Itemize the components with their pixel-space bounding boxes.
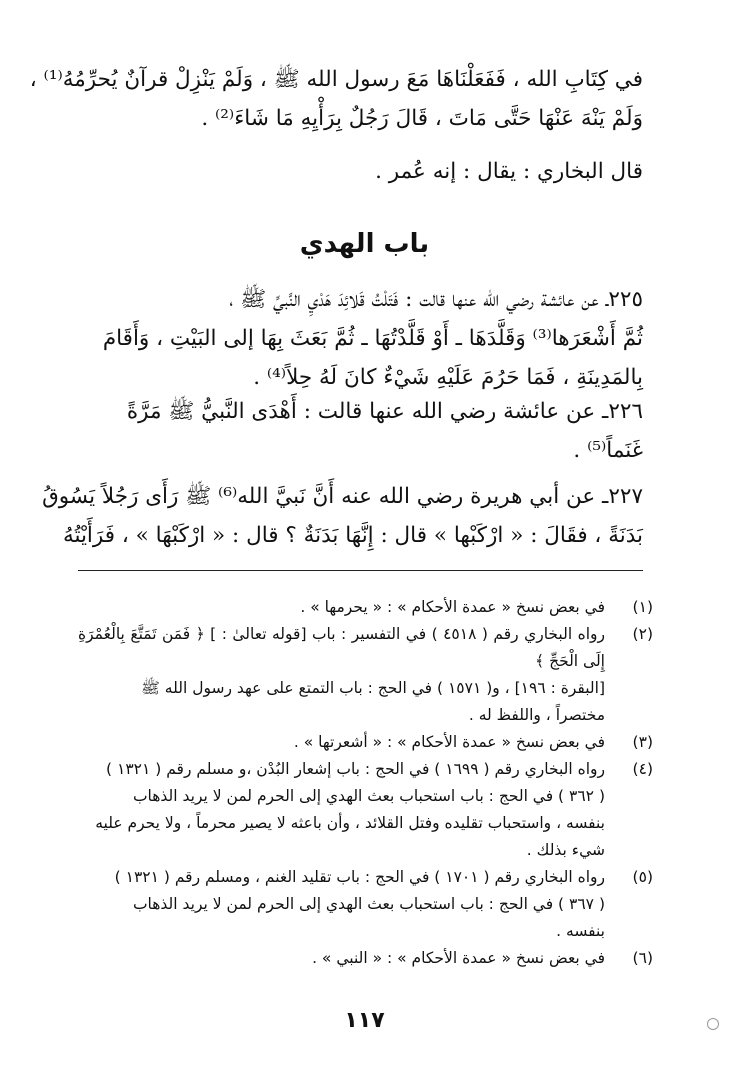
footnote-2 <box>78 621 653 729</box>
text-line: بِالمَدِينَةِ ، فَمَا حَرُمَ عَلَيْهِ شَيْءٌ كانَ لَهُ حِلاً⁽⁴⁾ . <box>253 365 643 390</box>
hadith-225 <box>83 280 643 397</box>
text-line: ثُمَّ أَشْعَرَها⁽³⁾ وَقَلَّدَهَا ـ أَوْ قَلَّدْتُهَا ـ ثُمَّ بَعَثَ بِهَا إلى البَيْتِ ، وَأَقَامَ <box>102 326 643 351</box>
footnote-line: بنفسه . <box>556 922 605 940</box>
footnote-3 <box>78 729 653 756</box>
text-line: وَلَمْ يَنْهَ عَنْهَا حَتَّى مَاتَ ، قَالَ رَجُلٌ بِرَأْيِهِ مَا شَاءَ⁽²⁾ . <box>201 106 643 131</box>
text-line: ٢٢٦ـ عن عائشة رضي الله عنها قالت : أَهْدَى النَّبيُّ ﷺ مَرَّةً <box>126 399 643 424</box>
footnote-line: شيء بذلك . <box>526 841 605 859</box>
bukhari-note <box>83 152 643 191</box>
footnote-line: في بعض نسخ « عمدة الأحكام » : « النبي » . <box>312 949 605 967</box>
footnote-body <box>78 945 605 972</box>
text-line: في كِتَابِ الله ، فَفَعَلْنَاهَا مَعَ رسول الله ﷺ ، وَلَمْ يَنْزِلْ قرآنٌ يُحرِّمُهُ⁽¹⁾ ، <box>29 67 643 92</box>
text-line: غَنَماً⁽⁵⁾ . <box>573 438 643 463</box>
footnote-body <box>78 729 605 756</box>
scan-edge-mark <box>707 1018 719 1030</box>
section-title: باب الهدي <box>299 229 430 259</box>
footnote-6 <box>78 945 653 972</box>
text-line: ٢٢٧ـ عن أبي هريرة رضي الله عنه أَنَّ نَبيَّ الله⁽⁶⁾ ﷺ رَأَى رَجُلاً يَسُوقُ <box>42 484 643 509</box>
footnote-line: ( ٣٦٢ ) في الحج : باب استحباب بعث الهدي إلى الحرم لمن لا يريد الذهاب <box>132 787 605 805</box>
hadith-227 <box>42 477 643 555</box>
footnote-4 <box>78 756 653 864</box>
footnote-number: (١) <box>632 598 653 616</box>
footnote-body <box>78 756 605 864</box>
footnote-5 <box>78 864 653 945</box>
footnote-line: رواه البخاري رقم ( ١٦٩٩ ) في الحج : باب إشعار البُدْن ،و مسلم رقم ( ١٣٢١ ) <box>106 760 605 778</box>
footnote-number: (٢) <box>632 625 653 643</box>
footnote-line: رواه البخاري رقم ( ٤٥١٨ ) في التفسير : باب [قوله تعالىٰ : ] ﴿ فَمَن تَمَتَّعَ بِالْعُمْرَةِ إِلَى الْحَجِّ ﴾ <box>78 625 605 670</box>
footnote-body <box>78 621 605 729</box>
footnotes <box>78 594 653 972</box>
footnote-line: بنفسه ، واستحباب تقليده وفتل القلائد ، وأن باعثه لا يصير محرماً ، ولا يحرم عليه <box>95 814 605 832</box>
footnote-number: (٦) <box>632 949 653 967</box>
footnote-body <box>78 594 605 621</box>
footnote-line: رواه البخاري رقم ( ١٧٠١ ) في الحج : باب تقليد الغنم ، ومسلم رقم ( ١٣٢١ ) <box>114 868 605 886</box>
footnote-line: مختصراً ، واللفظ له . <box>468 706 605 724</box>
footnote-number: (٤) <box>632 760 653 778</box>
text-line: قال البخاري : يقال : إنه عُمر . <box>375 159 643 184</box>
footnote-line: في بعض نسخ « عمدة الأحكام » : « يحرمها » . <box>300 598 605 616</box>
footnote-body <box>78 864 605 945</box>
footnote-line: [البقرة : ١٩٦] ، و( ١٥٧١ ) في الحج : باب التمتع على عهد رسول الله ﷺ <box>141 679 605 697</box>
hadith-226 <box>83 392 643 470</box>
footnote-line: في بعض نسخ « عمدة الأحكام » : « أشعرتها » . <box>293 733 605 751</box>
footnote-1 <box>78 594 653 621</box>
footnote-number: (٣) <box>632 733 653 751</box>
page-number: ١١٧ <box>344 1008 385 1033</box>
footnote-divider <box>78 570 643 571</box>
text-line: ٢٢٥ـ عن عائشة رضي الله عنها قالت : فَتَلْتُ قَلائِدَ هَدْيِ النَّبيِّ ﷺ ، <box>229 287 643 312</box>
footnote-number: (٥) <box>632 868 653 886</box>
continuation-paragraph <box>29 60 643 138</box>
text-line: بَدَنَةً ، فقَالَ : « ارْكَبْها » قال : إِنَّهَا بَدَنَةٌ ؟ قال : « ارْكَبْهَا » ، فَرَأَيْتُهُ <box>62 523 643 548</box>
footnote-line: ( ٣٦٧ ) في الحج : باب استحباب بعث الهدي إلى الحرم لمن لا يريد الذهاب <box>132 895 605 913</box>
